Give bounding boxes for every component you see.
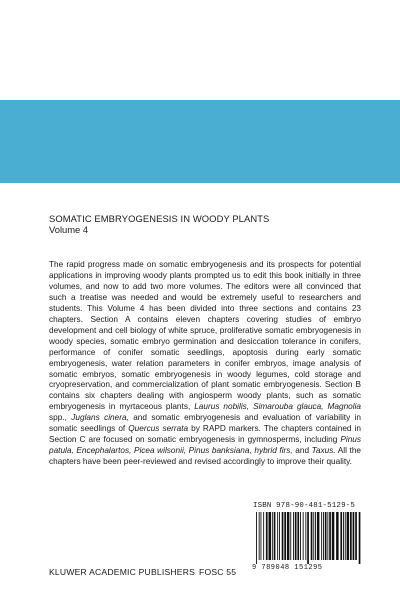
description-text: The rapid progress made on somatic embryogenesis and its prospects for potential applications in improving woody plants prompted us to edit this book initially in three volumes, and now to add two more volumes. The editors were all convinced that such a treatise was needed and would be extremely useful to researchers and students. This Volume 4 has been divided into three sections and contains 23 chapters. Section A contains eleven chapters covering studies of embryo development and cell biology of white spruce, proliferative somatic embryogenesis in woody species, somatic embryo germination and desiccation tolerance in conifers, performance of conifer somatic seedlings, apoptosis during early somatic embryogenesis, water relation parameters in conifer embryos, image analysis of somatic embryos, somatic embryogenesis in woody legumes, cold storage and cryopreservation, and commercialization of plant somatic embryogenesis. Section B contains six chapters dealing with angiosperm woody plants, such as somatic embryogenesis in myrtaceous plants,: [49, 260, 361, 412]
barcode-bar: [263, 512, 264, 560]
book-title: SOMATIC EMBRYOGENESIS IN WOODY PLANTS: [49, 213, 270, 224]
description-text: spp.,: [49, 413, 72, 423]
barcode-bar: [336, 512, 339, 560]
barcode-bar: [307, 512, 309, 564]
barcode-bar: [353, 512, 355, 560]
barcode-bar: [305, 512, 306, 560]
description-text: by RAPD markers. The chapters contained in Section C are focused on somatic embryogenesis in gymnosperms, including: [49, 424, 361, 445]
description-text: and: [292, 446, 312, 456]
description-italic-text: Taxus.: [311, 446, 336, 456]
description-italic-text: Pinus patula, Encephalartos, Picea wilsonii, Pinus banksiana, hybrid firs,: [49, 435, 361, 456]
barcode: [254, 512, 362, 564]
barcode-bar: [269, 512, 272, 560]
back-cover-description: [49, 260, 361, 468]
barcode-bar: [317, 512, 320, 560]
barcode-bar: [313, 512, 314, 560]
barcode-bar: [350, 512, 352, 560]
barcode-bar: [284, 512, 286, 560]
barcode-bar: [266, 512, 268, 560]
top-white-area: [0, 0, 400, 100]
barcode-bar: [325, 512, 327, 560]
barcode-bar: [290, 512, 291, 560]
barcode-bar: [279, 512, 280, 560]
description-italic-text: Laurus nobilis, Simarouba glauca, Magnolia: [194, 402, 361, 412]
barcode-bar: [359, 512, 361, 564]
series-code: FOSC 55: [199, 567, 237, 577]
barcode-bar: [327, 512, 328, 560]
description-italic-text: Juglans cinera,: [71, 413, 129, 423]
cover-color-band: [0, 100, 400, 183]
barcode-bar: [345, 512, 346, 560]
isbn-text: ISBN 978-90-481-5129-5: [253, 502, 355, 510]
barcode-bar: [340, 512, 342, 560]
barcode-bar: [256, 512, 257, 564]
barcode-bar: [274, 512, 276, 560]
barcode-bar: [259, 512, 260, 560]
barcode-bar: [261, 512, 262, 560]
description-text: All the chapters have been peer-reviewed and revised accordingly to improve their quality.: [49, 446, 361, 467]
barcode-bar: [321, 512, 322, 560]
barcode-bar: [323, 512, 324, 560]
barcode-bar: [347, 512, 350, 560]
barcode-bar: [300, 512, 301, 560]
barcode-bar: [311, 512, 313, 560]
publisher-name: KLUWER ACADEMIC PUBLISHERS: [49, 567, 196, 577]
description-text: and somatic embryogenesis and evaluation of variability in somatic seedlings of: [49, 413, 361, 434]
barcode-bar: [297, 512, 299, 560]
barcode-bar: [282, 512, 284, 560]
barcode-bar: [277, 512, 278, 560]
barcode-bar: [343, 512, 344, 560]
barcode-bar: [303, 512, 304, 560]
barcode-bar: [272, 512, 273, 560]
barcode-bar: [293, 512, 294, 560]
barcode-bar: [315, 512, 316, 560]
barcode-bar: [329, 512, 331, 560]
barcode-bar: [332, 512, 335, 560]
barcode-bar: [287, 512, 290, 560]
description-italic-text: Quercus serrata: [128, 424, 189, 434]
volume-label: Volume 4: [49, 224, 89, 235]
barcode-bar: [355, 512, 357, 560]
barcode-digits: 9 789048 151295: [252, 564, 323, 572]
barcode-bar: [295, 512, 297, 560]
title-block: [49, 213, 369, 235]
